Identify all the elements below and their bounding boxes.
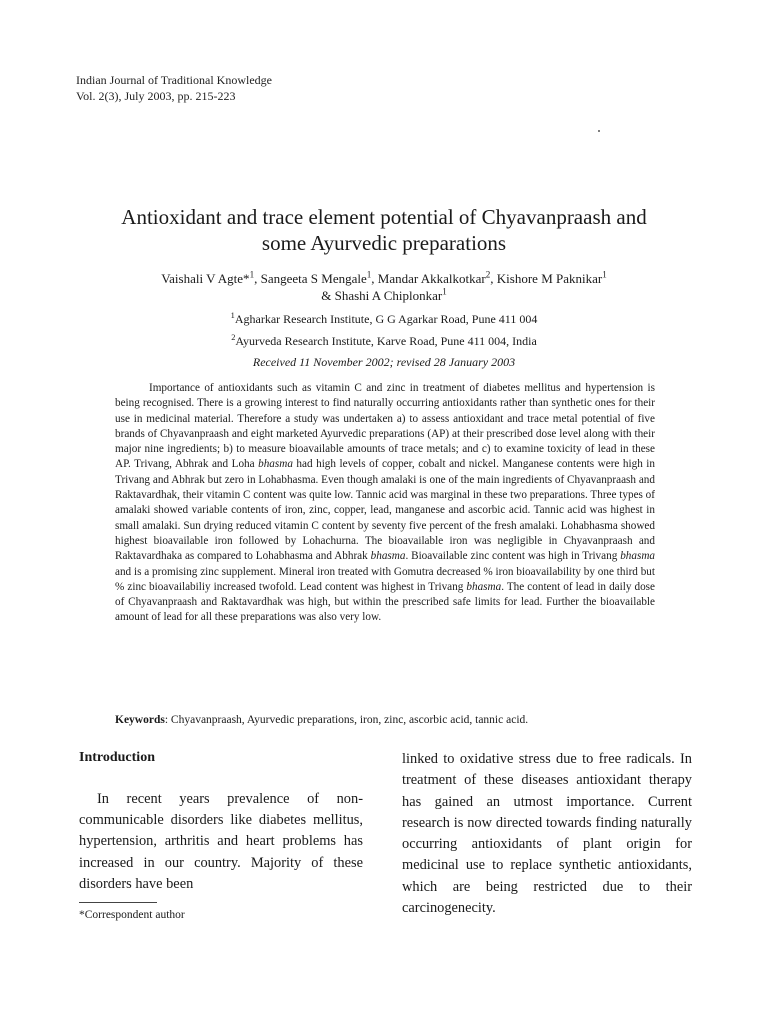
scan-speck	[598, 130, 600, 132]
keywords-text: : Chyavanpraash, Ayurvedic preparations, iron, zinc, ascorbic acid, tannic acid.	[164, 714, 529, 726]
affiliation-2	[60, 333, 708, 349]
journal-header	[76, 72, 272, 104]
body-column-right: linked to oxidative stress due to free radicals. In treatment of these diseases antioxidant therapy has gained an utmost importance. Current research is now directed towards finding naturally occurring antioxidants of plant origin for medicinal use to replace synthetic antioxidants, which are being restricted due to their carcinogenecity.	[402, 751, 692, 917]
author-line-2	[60, 287, 708, 304]
received-dates: Received 11 November 2002; revised 28 January 2003	[252, 355, 516, 369]
author-list	[60, 270, 708, 304]
author-affil-mark: 1	[602, 269, 607, 280]
author-affil-mark: 2	[485, 269, 491, 280]
author-affil-mark: 1	[249, 269, 255, 280]
title-line-1: Antioxidant and trace element potential of Chyavanpraash and	[121, 205, 647, 229]
author-name: Kishore M Paknikar	[496, 271, 603, 286]
affiliation-text: Agharkar Research Institute, G G Agarkar Road, Pune 411 004	[234, 312, 538, 326]
footnote: *Correspondent author	[79, 909, 185, 921]
abstract: Importance of antioxidants such as vitamin C and zinc in treatment of diabetes mellitus and hypertension is being recognised. There is a growing interest to find naturally occurring antioxidants rather than synthetic ones for their use in medicinal material. Therefore a study was undertaken a) to assess antioxidant and trace metal potential of five brands of Chyavanpraash and eight marketed Ayurvedic preparations (AP) at their prescribed dose level along with their major nine ingredients; b) to measure bioavailable amounts of trace metals; and c) to examine toxicity of lead in these AP. Trivang, Abhrak and Loha bhasma had high levels of copper, cobalt and nickel. Manganese contents were high in Trivang and Abhrak but zero in Lohabhasma. Even though amalaki is one of the main ingredients of Chyavanpraash and Raktavardhak, their vitamin C content was quite low. Tannic acid was marginal in these two preparations. Three types of amalaki showed variable contents of iron, zinc, copper, lead, manganese and ascorbic acid. Tannic acid was highest in small amalaki. Sun drying reduced vitamin C content by seventy five percent of the fresh amalaki. Lohabhasma showed highest bioavailable iron followed by Lohachurna. The bioavailable iron was negligible in Chyavanpraash and Raktavardhaka as compared to Lohabhasma and Abhrak bhasma. Bioavailable zinc content was high in Trivang bhasma and is a promising zinc supplement. Mineral iron treated with Gomutra decreased % iron bioavailability by one third but % zinc bioavailabiliy increased twofold. Lead content was highest in Trivang bhasma. The content of lead in daily dose of Chyavanpraash and Raktavardhak was high, but within the prescribed safe limits for lead. Further the bioavailable amount of lead for all these preparations was also very low.	[115, 382, 656, 624]
author-name: Mandar Akkalkotkar	[377, 271, 486, 286]
author-name: Vaishali V Agte*	[161, 271, 250, 286]
author-line-1: Vaishali V Agte*$^1$, Sangeeta S Mengale$^1$, Mandar Akkalkotkar$^2$, Kishore M Paknikar$^1$	[161, 269, 607, 286]
keywords-label: Keywords	[115, 714, 165, 726]
author-name: Sangeeta S Mengale	[260, 271, 367, 286]
paper-title	[60, 204, 708, 256]
affiliation-mark: 1	[230, 311, 235, 320]
affiliation-mark: 2	[231, 333, 236, 342]
footnote-divider	[79, 902, 157, 903]
journal-name: Indian Journal of Traditional Knowledge	[76, 73, 272, 87]
author-affil-mark: 1	[442, 286, 447, 297]
author-affil-mark: 1	[366, 269, 372, 280]
title-line-2: some Ayurvedic preparations	[261, 231, 507, 255]
affiliation-text: Ayurveda Research Institute, Karve Road, Pune 411 004, India	[235, 334, 537, 348]
affiliation-1	[60, 311, 708, 327]
body-column-left: In recent years prevalence of non-communicable disorders like diabetes mellitus, hypertension, arthritis and heart problems has increased in our country. Majority of these disorders have been	[79, 791, 363, 892]
section-heading-introduction: Introduction	[79, 750, 155, 765]
author-name: & Shashi A Chiplonkar	[321, 288, 443, 303]
journal-volume: Vol. 2(3), July 2003, pp. 215-223	[76, 89, 236, 103]
keywords	[115, 714, 675, 726]
